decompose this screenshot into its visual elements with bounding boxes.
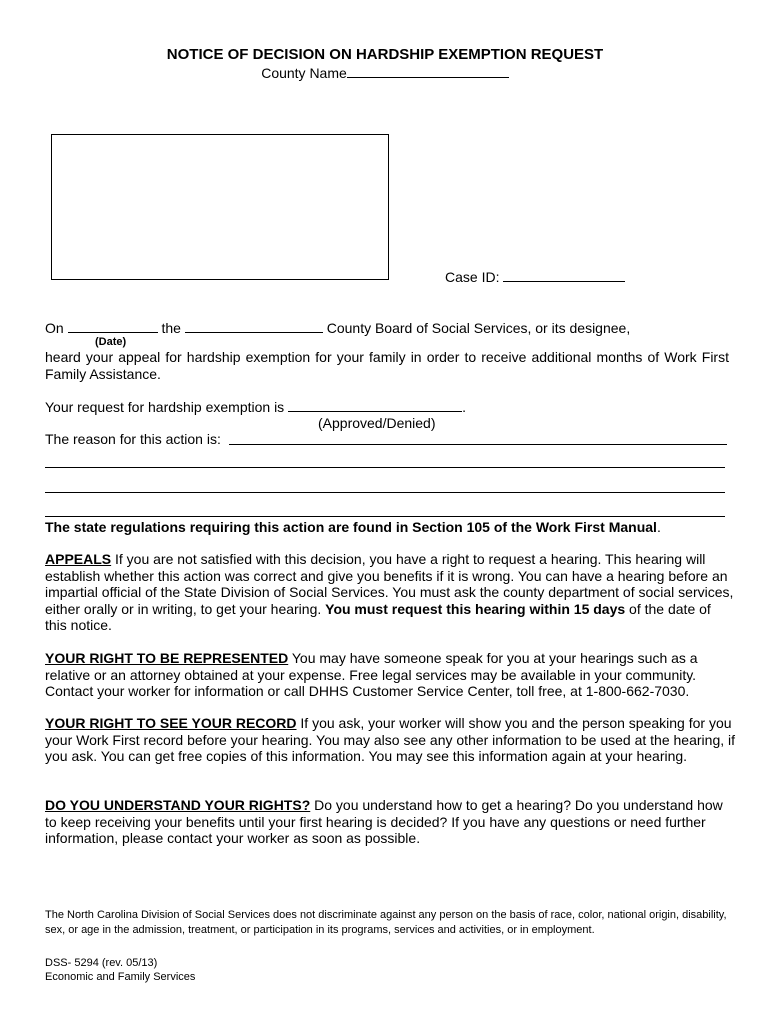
date-input[interactable] <box>68 320 158 333</box>
represented-section <box>45 650 735 700</box>
reason-line-4[interactable] <box>45 516 725 517</box>
form-number: DSS- 5294 (rev. 05/13) <box>45 957 158 969</box>
appeals-deadline: You must request this hearing within 15 days <box>325 600 626 617</box>
appeals-body: If you are not satisfied with this decision, you have a right to request a hearing. This hearing will establish whether this action was correct and give you benefits if it is wrong. You can have a hearing before an impartial official of the State Division of Social Services. You must ask the county department of social services, either orally or in writing, to get your hearing. <box>45 551 734 617</box>
appeal-paragraph: heard your appeal for hardship exemption for your family in order to receive additional months of Work First Family Assistance. <box>45 349 729 382</box>
rights-body: Do you understand how to get a hearing? Do you understand how to keep receiving your benefits until your first hearing is decided? If you have any questions or need further information, please contact your worker as soon as possible. <box>45 797 723 846</box>
request-line: Your request for hardship exemption is . <box>45 399 466 415</box>
appeals-tail: of the date of this notice. <box>45 600 711 633</box>
appeals-section <box>45 551 735 634</box>
form-footer <box>45 956 195 984</box>
nondiscrimination-notice: The North Carolina Division of Social Services does not discriminate against any person on the basis of race, color, national origin, disability, sex, or age in the admission, treatment, or participation in its programs, services and activities, or in employment. <box>45 909 727 936</box>
appeals-heading: APPEALS <box>45 551 112 567</box>
decision-line <box>45 320 735 337</box>
regulations-period: . <box>656 519 661 535</box>
regulations-statement <box>45 519 735 536</box>
represented-body: You may have someone speak for you at your hearings such as a relative or an attorney obtained at your expense. Free legal services may be available in your community. Contact your worker for information or call DHHS Customer Service Center, toll free, at 1-800-662-7030. <box>45 650 698 699</box>
reason-line-2[interactable] <box>45 467 725 468</box>
regulations-text: The state regulations requiring this action are found in Section 105 of the Work First Manual <box>45 519 657 535</box>
form-title: NOTICE OF DECISION ON HARDSHIP EXEMPTION REQUEST <box>166 46 604 63</box>
record-heading: YOUR RIGHT TO SEE YOUR RECORD <box>45 715 297 731</box>
record-body: If you ask, your worker will show you and the person speaking for you your Work First record before your hearing. You may also see any other information to be used at the hearing, if you ask. You can get free copies of this information. You may see this information again at your hearing. <box>45 715 736 764</box>
request-label: Your request for hardship exemption is <box>45 399 285 415</box>
rights-heading: DO YOU UNDERSTAND YOUR RIGHTS? <box>45 797 311 813</box>
approved-denied-input[interactable] <box>288 399 462 412</box>
county-name-input[interactable] <box>347 65 509 78</box>
address-box <box>51 134 389 280</box>
county-name-label: County Name <box>261 65 347 81</box>
record-section <box>45 715 735 765</box>
approved-denied-caption: (Approved/Denied) <box>318 415 436 431</box>
county-input[interactable] <box>185 320 323 333</box>
county-name-field <box>0 65 770 81</box>
the-label: the <box>161 320 181 336</box>
reason-label: The reason for this action is: <box>45 431 221 447</box>
reason-line <box>45 431 727 448</box>
case-id-field <box>445 269 625 285</box>
reason-input[interactable] <box>229 431 727 445</box>
date-caption: (Date) <box>95 336 127 348</box>
division-name: Economic and Family Services <box>45 971 196 983</box>
case-id-input[interactable] <box>503 269 625 282</box>
board-text: County Board of Social Services, or its designee, <box>326 320 631 336</box>
case-id-label: Case ID: <box>445 269 500 285</box>
reason-line-3[interactable] <box>45 492 725 493</box>
rights-section <box>45 797 735 847</box>
represented-heading: YOUR RIGHT TO BE REPRESENTED <box>45 650 289 666</box>
on-label: On <box>45 320 64 336</box>
